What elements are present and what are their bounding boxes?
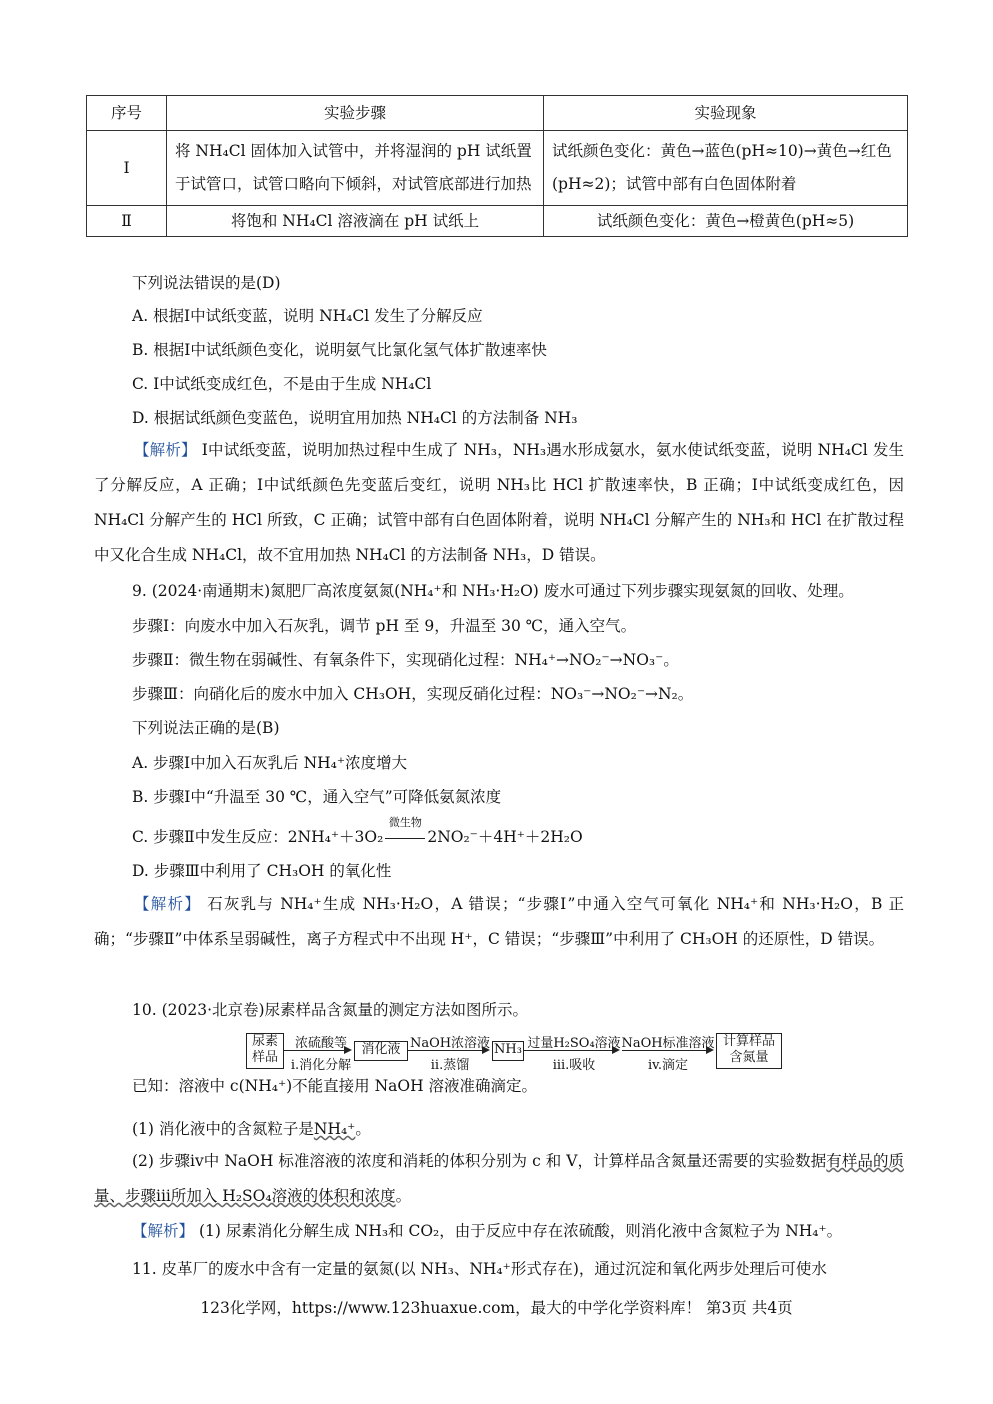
table-row [87,206,908,237]
analysis-tag: 【解析】 [134,895,201,913]
q9-option-b: B. 步骤Ⅰ中“升温至 30 ℃，通入空气”可降低氨氮浓度 [132,788,502,806]
header-phenomenon: 实验现象 [544,96,908,131]
q11-stem: 11. 皮革厂的废水中含有一定量的氨氮(以 NH₃、NH₄⁺形式存在)，通过沉淀和氧化两步处理后可使水 [132,1260,827,1278]
flow-label: NaOH标准溶液 [621,1036,715,1051]
q10-sub2: (2) 步骤iv中 NaOH 标准溶液的浓度和消耗的体积分别为 c 和 V，计算样品含氮量还需要的实验数据有样品的质量、步骤iii所加入 H₂SO₄溶液的体积和浓度。 [94,1152,904,1205]
row-no: Ⅱ [87,206,167,237]
flow-arrow [408,1050,488,1051]
q8-option-b: B. 根据Ⅰ中试纸颜色变化，说明氨气比氯化氢气体扩散速率快 [132,341,547,359]
page-footer: 123化学网，https://www.123huaxue.com，最大的中学化学资料库！ 第3页 共4页 [200,1299,793,1317]
row-steps: 将 NH₄Cl 固体加入试管中，并将湿润的 pH 试纸置于试管口，试管口略向下倾斜，对试管底部进行加热 [167,131,544,206]
q10-analysis [132,1220,842,1242]
q10-sub1-answer: NH₄⁺ [313,1120,356,1138]
q9-step-2: 步骤Ⅱ：微生物在弱碱性、有氧条件下，实现硝化过程：NH₄⁺→NO₂⁻→NO₃⁻。 [132,651,679,669]
q9-analysis [94,887,904,957]
flow-box-urea: 尿素 样品 [246,1033,284,1069]
analysis-tag: 【解析】 [132,1222,195,1240]
flow-label: iii.吸收 [552,1058,596,1073]
flow-box-digest: 消化液 [354,1041,408,1061]
flow-label: iv.滴定 [647,1058,689,1073]
row-phenomenon: 试纸颜色变化：黄色→蓝色(pH≈10)→黄色→红色(pH≈2)；试管中部有白色固体附着 [544,131,908,206]
flow-label: 浓硫酸等 [294,1036,347,1051]
q10-sub1: (1) 消化液中的含氮粒子是NH₄⁺。 [132,1120,371,1138]
q9-step-3: 步骤Ⅲ：向硝化后的废水中加入 CH₃OH，实现反硝化过程：NO₃⁻→NO₂⁻→N₂。 [132,685,694,703]
q9-stem: 9. (2024·南通期末)氮肥厂高浓度氨氮(NH₄⁺和 NH₃·H₂O) 废水可通过下列步骤实现氨氮的回收、处理。 [132,582,854,600]
reaction-arrow: 微生物 [383,826,427,848]
flow-label: ii.蒸馏 [430,1058,470,1073]
row-phenomenon: 试纸颜色变化：黄色→橙黄色(pH≈5) [544,206,908,237]
table-header-row [87,96,908,131]
q8-option-d: D. 根据试纸颜色变蓝色，说明宜用加热 NH₄Cl 的方法制备 NH₃ [132,409,578,427]
q8-stem: 下列说法错误的是(D) [132,274,281,292]
flow-arrow [622,1050,712,1051]
q9-option-a: A. 步骤Ⅰ中加入石灰乳后 NH₄⁺浓度增大 [132,754,408,772]
q9-question: 下列说法正确的是(B) [132,719,280,737]
q8-option-c: C. Ⅰ中试纸变成红色，不是由于生成 NH₄Cl [132,375,432,393]
q9-step-1: 步骤Ⅰ：向废水中加入石灰乳，调节 pH 至 9，升温至 30 ℃，通入空气。 [132,617,637,635]
flow-label: NaOH浓溶液 [409,1036,491,1051]
header-steps: 实验步骤 [167,96,544,131]
row-no: Ⅰ [87,131,167,206]
q10-known: 已知：溶液中 c(NH₄⁺)不能直接用 NaOH 溶液准确滴定。 [132,1077,538,1095]
row-steps: 将饱和 NH₄Cl 溶液滴在 pH 试纸上 [167,206,544,237]
flow-arrow [524,1050,618,1051]
q10-stem: 10. (2023·北京卷)尿素样品含氮量的测定方法如图所示。 [132,1001,529,1019]
analysis-text: Ⅰ中试纸变蓝，说明加热过程中生成了 NH₃，NH₃遇水形成氨水，氨水使试纸变蓝，说明 NH₄Cl 发生了分解反应，A 正确；Ⅰ中试纸颜色先变蓝后变红，说明 NH₃比 HCl 扩散速率快，B 正确；Ⅰ中试纸变成红色，因 NH₄Cl 分解产生的 HCl 所致，C 正确；试管中部有白色固体附着，说明 NH₄Cl 分解产生的 NH₃和 HCl 在扩散过程中又化合生成 NH₄Cl，故不宜用加热 NH₄Cl 的方法制备 NH₃，D 错误。 [94,441,904,564]
experiment-table [86,95,908,237]
q8-analysis [94,433,904,573]
q9-option-d: D. 步骤Ⅲ中利用了 CH₃OH 的氧化性 [132,862,392,880]
q8-option-a: A. 根据Ⅰ中试纸变蓝，说明 NH₄Cl 发生了分解反应 [132,307,483,325]
analysis-text: 石灰乳与 NH₄⁺生成 NH₃·H₂O，A 错误；“步骤Ⅰ”中通入空气可氧化 NH₄⁺和 NH₃·H₂O，B 正确；“步骤Ⅱ”中体系呈弱碱性，离子方程式中不出现 H⁺，C 错误；“步骤Ⅲ”中利用了 CH₃OH 的还原性，D 错误。 [94,895,904,948]
flow-box-nh3: NH₃ [492,1041,524,1061]
analysis-tag: 【解析】 [134,441,197,459]
table-row [87,131,908,206]
flow-label: 过量H₂SO₄溶液 [527,1036,621,1051]
flow-diagram [246,1030,786,1072]
header-no: 序号 [87,96,167,131]
analysis-text: (1) 尿素消化分解生成 NH₃和 CO₂，由于反应中存在浓硫酸，则消化液中含氮粒子为 NH₄⁺。 [198,1222,843,1240]
flow-label: i.消化分解 [290,1058,352,1073]
flow-box-calc: 计算样品 含氮量 [716,1033,782,1069]
q10-sub2-answer: 有样品的质量、步骤iii所加入 H₂SO₄溶液的体积和浓度 [94,1152,904,1205]
flow-arrow [284,1050,350,1051]
q9-option-c: C. 步骤Ⅱ中发生反应：2NH₄⁺＋3O₂ 微生物 2NO₂⁻＋4H⁺＋2H₂O [132,816,583,846]
